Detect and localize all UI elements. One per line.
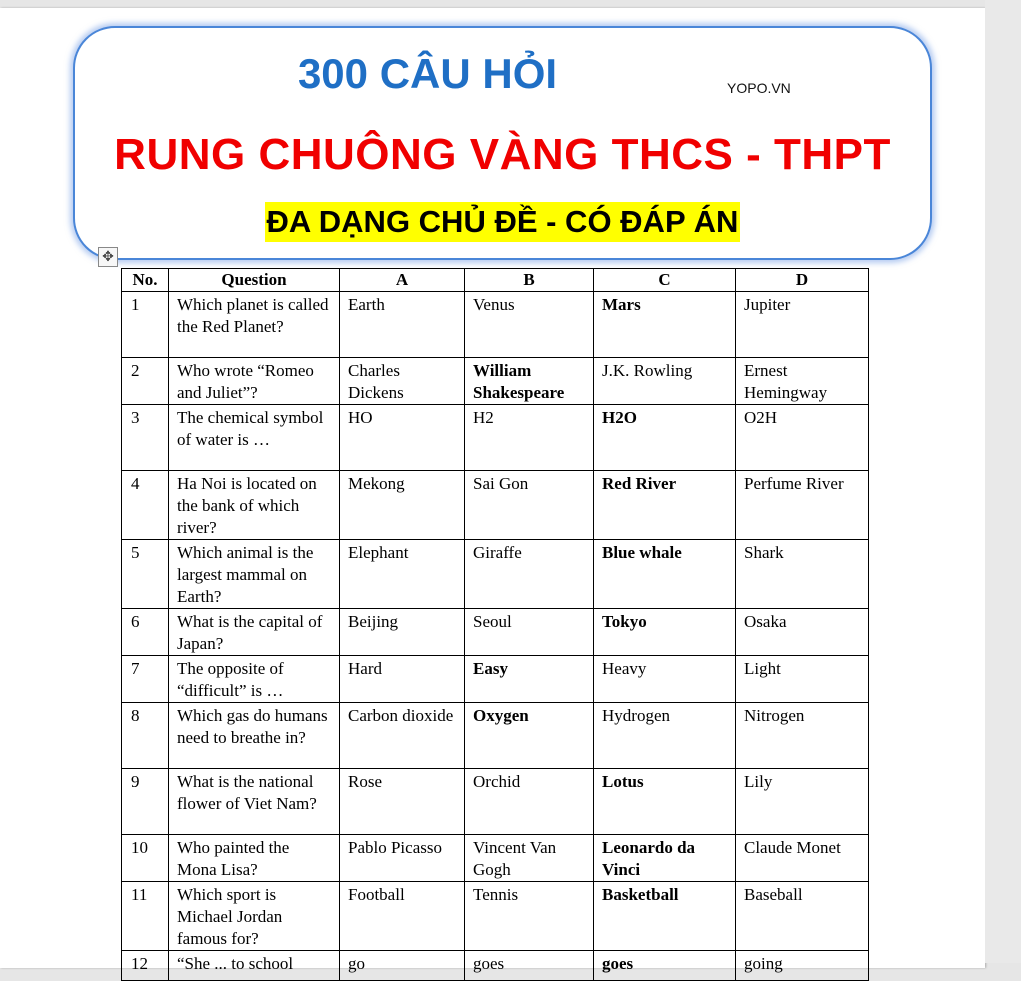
option-c-cell: Basketball: [594, 882, 736, 951]
option-c-cell: goes: [594, 951, 736, 981]
row-number: 5: [122, 540, 169, 609]
option-d-cell: Claude Monet: [736, 835, 869, 882]
option-b-cell: goes: [465, 951, 594, 981]
option-d-cell: Ernest Hemingway: [736, 358, 869, 405]
option-c-cell: Leonardo da Vinci: [594, 835, 736, 882]
option-a-cell: Rose: [340, 769, 465, 835]
option-b-cell: Oxygen: [465, 703, 594, 769]
option-a-cell: Charles Dickens: [340, 358, 465, 405]
table-row: [122, 292, 869, 358]
question-cell: Which animal is the largest mammal on Earth?: [169, 540, 340, 609]
option-b-cell: Sai Gon: [465, 471, 594, 540]
option-d-cell: going: [736, 951, 869, 981]
table-row: [122, 405, 869, 471]
row-number: 2: [122, 358, 169, 405]
row-number: 1: [122, 292, 169, 358]
option-a-cell: go: [340, 951, 465, 981]
option-c-cell: Mars: [594, 292, 736, 358]
option-b-cell: Tennis: [465, 882, 594, 951]
table-row: [122, 471, 869, 540]
row-number: 3: [122, 405, 169, 471]
option-a-cell: Mekong: [340, 471, 465, 540]
row-number: 8: [122, 703, 169, 769]
option-c-cell: Tokyo: [594, 609, 736, 656]
table-row: [122, 882, 869, 951]
row-number: 12: [122, 951, 169, 981]
option-d-cell: Jupiter: [736, 292, 869, 358]
option-c-cell: Lotus: [594, 769, 736, 835]
row-number: 4: [122, 471, 169, 540]
question-cell: Who wrote “Romeo and Juliet”?: [169, 358, 340, 405]
header-question: Question: [169, 269, 340, 292]
question-cell: Ha Noi is located on the bank of which river?: [169, 471, 340, 540]
option-a-cell: Carbon dioxide: [340, 703, 465, 769]
header-no: No.: [122, 269, 169, 292]
option-a-cell: Elephant: [340, 540, 465, 609]
option-c-cell: Hydrogen: [594, 703, 736, 769]
table-row: [122, 951, 869, 981]
question-cell: The opposite of “difficult” is …: [169, 656, 340, 703]
header-d: D: [736, 269, 869, 292]
question-cell: What is the national flower of Viet Nam?: [169, 769, 340, 835]
option-c-cell: Heavy: [594, 656, 736, 703]
question-cell: The chemical symbol of water is …: [169, 405, 340, 471]
title-banner: [73, 26, 932, 260]
option-b-cell: Easy: [465, 656, 594, 703]
option-d-cell: Perfume River: [736, 471, 869, 540]
header-b: B: [465, 269, 594, 292]
option-b-cell: Seoul: [465, 609, 594, 656]
subtitle: ĐA DẠNG CHỦ ĐỀ - CÓ ĐÁP ÁN: [265, 202, 741, 242]
option-a-cell: Earth: [340, 292, 465, 358]
question-cell: What is the capital of Japan?: [169, 609, 340, 656]
option-d-cell: Lily: [736, 769, 869, 835]
header-c: C: [594, 269, 736, 292]
row-number: 7: [122, 656, 169, 703]
option-c-cell: Red River: [594, 471, 736, 540]
table-row: [122, 703, 869, 769]
vertical-ruler: [985, 0, 1021, 963]
title-line2: RUNG CHUÔNG VÀNG THCS - THPT: [114, 130, 891, 179]
row-number: 10: [122, 835, 169, 882]
option-b-cell: H2: [465, 405, 594, 471]
option-b-cell: Giraffe: [465, 540, 594, 609]
option-c-cell: J.K. Rowling: [594, 358, 736, 405]
option-a-cell: Football: [340, 882, 465, 951]
table-row: [122, 358, 869, 405]
table-row: [122, 540, 869, 609]
option-d-cell: Shark: [736, 540, 869, 609]
question-cell: “She ... to school: [169, 951, 340, 981]
table-header-row: [122, 269, 869, 292]
row-number: 9: [122, 769, 169, 835]
option-d-cell: Nitrogen: [736, 703, 869, 769]
row-number: 6: [122, 609, 169, 656]
question-cell: Who painted the Mona Lisa?: [169, 835, 340, 882]
brand-label: YOPO.VN: [727, 80, 791, 96]
question-cell: Which planet is called the Red Planet?: [169, 292, 340, 358]
table-row: [122, 656, 869, 703]
option-a-cell: HO: [340, 405, 465, 471]
table-move-handle-icon[interactable]: ✥: [98, 247, 118, 267]
table-row: [122, 609, 869, 656]
table-row: [122, 835, 869, 882]
option-a-cell: Hard: [340, 656, 465, 703]
option-b-cell: Vincent Van Gogh: [465, 835, 594, 882]
table-body: [122, 292, 869, 981]
option-c-cell: Blue whale: [594, 540, 736, 609]
option-d-cell: O2H: [736, 405, 869, 471]
title-line1: 300 CÂU HỎI: [297, 50, 558, 97]
option-a-cell: Beijing: [340, 609, 465, 656]
option-a-cell: Pablo Picasso: [340, 835, 465, 882]
header-a: A: [340, 269, 465, 292]
row-number: 11: [122, 882, 169, 951]
question-cell: Which gas do humans need to breathe in?: [169, 703, 340, 769]
question-cell: Which sport is Michael Jordan famous for?: [169, 882, 340, 951]
option-d-cell: Light: [736, 656, 869, 703]
option-c-cell: H2O: [594, 405, 736, 471]
table-row: [122, 769, 869, 835]
option-b-cell: Orchid: [465, 769, 594, 835]
option-b-cell: Venus: [465, 292, 594, 358]
option-b-cell: William Shakespeare: [465, 358, 594, 405]
option-d-cell: Osaka: [736, 609, 869, 656]
option-d-cell: Baseball: [736, 882, 869, 951]
questions-table: [121, 268, 869, 981]
